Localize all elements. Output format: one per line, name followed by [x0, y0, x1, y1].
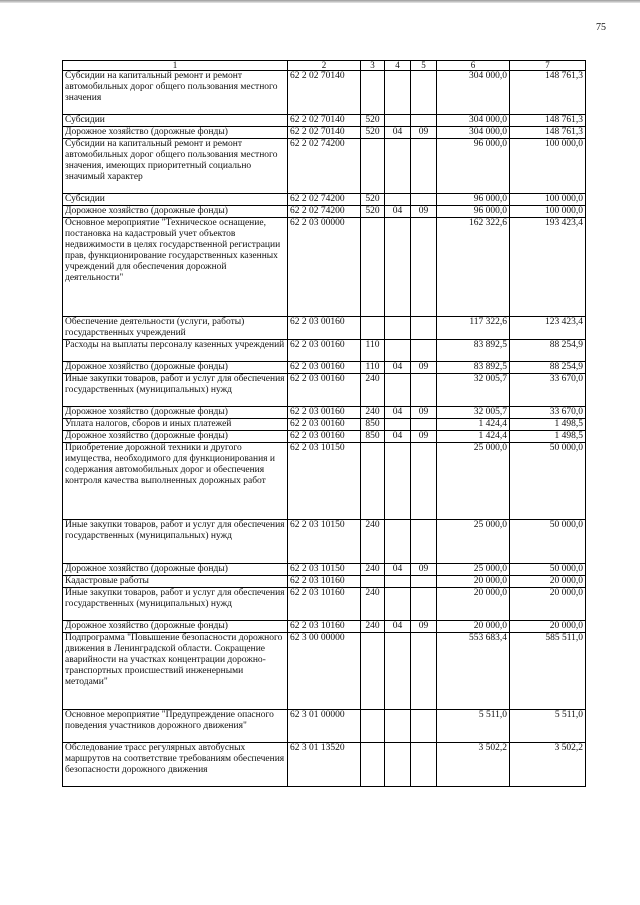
row-expense-type-cell: 240 — [361, 588, 385, 621]
row-amount-1-cell: 20 000,0 — [437, 576, 510, 588]
row-amount-2-cell: 148 761,3 — [510, 127, 586, 139]
row-name-cell: Иные закупки товаров, работ и услуг для обеспечения государственных (муниципальных) нужд — [63, 520, 288, 564]
table-row — [63, 362, 586, 374]
row-code-cell: 62 2 03 10160 — [288, 576, 361, 588]
row-name-cell: Основное мероприятие "Техническое оснащение, постановка на кадастровый учет объектов недвижимости в целях государственной регистрации прав, функционирование государственных казенных учреждений для обеспечения дорожной деятельности" — [63, 218, 288, 317]
row-subsection-cell — [411, 743, 437, 787]
row-name-cell: Дорожное хозяйство (дорожные фонды) — [63, 127, 288, 139]
row-section-cell — [385, 139, 411, 194]
header-row — [63, 61, 586, 71]
page-number: 75 — [596, 22, 606, 33]
header-cell: 4 — [385, 61, 411, 71]
row-amount-2-cell: 50 000,0 — [510, 520, 586, 564]
row-amount-1-cell: 83 892,5 — [437, 340, 510, 362]
row-expense-type-cell: 850 — [361, 431, 385, 443]
row-code-cell: 62 3 01 00000 — [288, 710, 361, 743]
row-section-cell: 04 — [385, 407, 411, 419]
row-amount-1-cell: 304 000,0 — [437, 127, 510, 139]
row-subsection-cell — [411, 443, 437, 520]
row-code-cell: 62 2 03 00160 — [288, 407, 361, 419]
table-row — [63, 194, 586, 206]
row-expense-type-cell: 850 — [361, 419, 385, 431]
row-code-cell: 62 2 03 10150 — [288, 564, 361, 576]
table-row — [63, 443, 586, 520]
row-amount-1-cell: 32 005,7 — [437, 407, 510, 419]
row-code-cell: 62 2 02 70140 — [288, 115, 361, 127]
row-code-cell: 62 2 02 70140 — [288, 127, 361, 139]
row-section-cell: 04 — [385, 127, 411, 139]
row-subsection-cell — [411, 419, 437, 431]
table-row — [63, 520, 586, 564]
row-amount-1-cell: 83 892,5 — [437, 362, 510, 374]
row-section-cell — [385, 710, 411, 743]
row-subsection-cell: 09 — [411, 621, 437, 633]
row-expense-type-cell: 240 — [361, 407, 385, 419]
table-row — [63, 115, 586, 127]
row-amount-2-cell: 20 000,0 — [510, 576, 586, 588]
row-subsection-cell — [411, 194, 437, 206]
row-name-cell: Субсидии на капитальный ремонт и ремонт автомобильных дорог общего пользования местного значения, имеющих приоритетный социально значимый характер — [63, 139, 288, 194]
row-name-cell: Субсидии — [63, 115, 288, 127]
table-row — [63, 71, 586, 115]
row-amount-2-cell: 1 498,5 — [510, 419, 586, 431]
row-amount-2-cell: 193 423,4 — [510, 218, 586, 317]
row-amount-1-cell: 3 502,2 — [437, 743, 510, 787]
row-section-cell — [385, 520, 411, 564]
table-row — [63, 576, 586, 588]
table-row — [63, 127, 586, 139]
header-cell: 7 — [510, 61, 586, 71]
row-amount-2-cell: 100 000,0 — [510, 194, 586, 206]
row-name-cell: Иные закупки товаров, работ и услуг для обеспечения государственных (муниципальных) нужд — [63, 374, 288, 407]
header-cell: 3 — [361, 61, 385, 71]
table-row — [63, 564, 586, 576]
row-section-cell — [385, 218, 411, 317]
table-row — [63, 340, 586, 362]
row-name-cell: Субсидии на капитальный ремонт и ремонт автомобильных дорог общего пользования местного значения — [63, 71, 288, 115]
row-amount-2-cell: 33 670,0 — [510, 407, 586, 419]
row-expense-type-cell: 240 — [361, 374, 385, 407]
row-amount-2-cell: 123 423,4 — [510, 317, 586, 340]
row-name-cell: Подпрограмма "Повышение безопасности дорожного движения в Ленинградской области. Сокращение аварийности на участках концентрации дорожно-транспортных происшествий инженерными методами" — [63, 633, 288, 710]
table-row — [63, 633, 586, 710]
row-amount-1-cell: 1 424,4 — [437, 431, 510, 443]
row-amount-1-cell: 1 424,4 — [437, 419, 510, 431]
row-expense-type-cell — [361, 218, 385, 317]
row-section-cell: 04 — [385, 362, 411, 374]
row-code-cell: 62 2 03 10160 — [288, 588, 361, 621]
row-expense-type-cell: 110 — [361, 340, 385, 362]
row-expense-type-cell: 520 — [361, 115, 385, 127]
row-code-cell: 62 2 03 10160 — [288, 621, 361, 633]
row-name-cell: Дорожное хозяйство (дорожные фонды) — [63, 206, 288, 218]
row-subsection-cell — [411, 139, 437, 194]
budget-table — [62, 60, 586, 787]
row-amount-1-cell: 304 000,0 — [437, 115, 510, 127]
row-section-cell — [385, 633, 411, 710]
row-name-cell: Расходы на выплаты персоналу казенных учреждений — [63, 340, 288, 362]
row-section-cell — [385, 443, 411, 520]
row-expense-type-cell: 240 — [361, 621, 385, 633]
table-row — [63, 419, 586, 431]
row-name-cell: Дорожное хозяйство (дорожные фонды) — [63, 431, 288, 443]
row-name-cell: Дорожное хозяйство (дорожные фонды) — [63, 407, 288, 419]
row-amount-1-cell: 20 000,0 — [437, 588, 510, 621]
row-expense-type-cell: 110 — [361, 362, 385, 374]
row-subsection-cell — [411, 71, 437, 115]
row-name-cell: Обследование трасс регулярных автобусных маршрутов на соответствие требованиям обеспечения безопасности дорожного движения — [63, 743, 288, 787]
row-section-cell: 04 — [385, 431, 411, 443]
row-subsection-cell: 09 — [411, 564, 437, 576]
row-code-cell: 62 2 03 10150 — [288, 520, 361, 564]
row-amount-1-cell: 162 322,6 — [437, 218, 510, 317]
row-expense-type-cell: 240 — [361, 564, 385, 576]
row-name-cell: Дорожное хозяйство (дорожные фонды) — [63, 621, 288, 633]
row-amount-1-cell: 553 683,4 — [437, 633, 510, 710]
row-name-cell: Обеспечение деятельности (услуги, работы) государственных учреждений — [63, 317, 288, 340]
row-code-cell: 62 2 03 00160 — [288, 431, 361, 443]
row-amount-2-cell: 50 000,0 — [510, 564, 586, 576]
row-subsection-cell — [411, 317, 437, 340]
row-name-cell: Кадастровые работы — [63, 576, 288, 588]
row-section-cell: 04 — [385, 206, 411, 218]
table-row — [63, 407, 586, 419]
row-amount-2-cell: 100 000,0 — [510, 206, 586, 218]
row-expense-type-cell — [361, 443, 385, 520]
row-amount-1-cell: 25 000,0 — [437, 520, 510, 564]
row-amount-1-cell: 20 000,0 — [437, 621, 510, 633]
row-amount-1-cell: 32 005,7 — [437, 374, 510, 407]
row-section-cell — [385, 71, 411, 115]
header-cell: 1 — [63, 61, 288, 71]
table-row — [63, 431, 586, 443]
row-subsection-cell — [411, 633, 437, 710]
row-code-cell: 62 2 02 74200 — [288, 206, 361, 218]
row-section-cell — [385, 340, 411, 362]
row-section-cell — [385, 374, 411, 407]
row-expense-type-cell — [361, 71, 385, 115]
row-code-cell: 62 2 03 00160 — [288, 419, 361, 431]
row-amount-1-cell: 304 000,0 — [437, 71, 510, 115]
row-subsection-cell — [411, 115, 437, 127]
row-code-cell: 62 2 02 70140 — [288, 71, 361, 115]
header-cell: 5 — [411, 61, 437, 71]
row-subsection-cell: 09 — [411, 431, 437, 443]
row-expense-type-cell: 520 — [361, 194, 385, 206]
row-amount-1-cell: 96 000,0 — [437, 139, 510, 194]
table-row — [63, 317, 586, 340]
row-subsection-cell — [411, 576, 437, 588]
row-code-cell: 62 2 03 00000 — [288, 218, 361, 317]
row-section-cell: 04 — [385, 621, 411, 633]
row-amount-2-cell: 50 000,0 — [510, 443, 586, 520]
row-subsection-cell — [411, 218, 437, 317]
row-section-cell — [385, 317, 411, 340]
row-amount-2-cell: 20 000,0 — [510, 621, 586, 633]
row-expense-type-cell: 520 — [361, 206, 385, 218]
row-expense-type-cell: 520 — [361, 127, 385, 139]
row-name-cell: Основное мероприятие "Предупреждение опасного поведения участников дорожного движения" — [63, 710, 288, 743]
row-code-cell: 62 2 03 00160 — [288, 374, 361, 407]
table-row — [63, 206, 586, 218]
row-amount-2-cell: 5 511,0 — [510, 710, 586, 743]
row-name-cell: Уплата налогов, сборов и иных платежей — [63, 419, 288, 431]
row-amount-1-cell: 5 511,0 — [437, 710, 510, 743]
row-subsection-cell — [411, 588, 437, 621]
row-code-cell: 62 2 02 74200 — [288, 139, 361, 194]
row-code-cell: 62 2 03 10150 — [288, 443, 361, 520]
table-row — [63, 588, 586, 621]
row-subsection-cell: 09 — [411, 362, 437, 374]
row-amount-2-cell: 148 761,3 — [510, 115, 586, 127]
row-amount-2-cell: 3 502,2 — [510, 743, 586, 787]
row-subsection-cell — [411, 520, 437, 564]
row-expense-type-cell — [361, 710, 385, 743]
table-row — [63, 218, 586, 317]
row-code-cell: 62 2 02 74200 — [288, 194, 361, 206]
row-expense-type-cell: 240 — [361, 520, 385, 564]
row-expense-type-cell — [361, 139, 385, 194]
row-subsection-cell — [411, 340, 437, 362]
header-cell: 2 — [288, 61, 361, 71]
row-expense-type-cell — [361, 317, 385, 340]
row-code-cell: 62 3 00 00000 — [288, 633, 361, 710]
row-amount-2-cell: 20 000,0 — [510, 588, 586, 621]
table-row — [63, 621, 586, 633]
row-amount-2-cell: 100 000,0 — [510, 139, 586, 194]
row-section-cell: 04 — [385, 564, 411, 576]
row-amount-2-cell: 585 511,0 — [510, 633, 586, 710]
row-expense-type-cell — [361, 576, 385, 588]
row-section-cell — [385, 194, 411, 206]
row-subsection-cell — [411, 710, 437, 743]
row-amount-1-cell: 25 000,0 — [437, 443, 510, 520]
row-amount-1-cell: 25 000,0 — [437, 564, 510, 576]
row-subsection-cell — [411, 374, 437, 407]
row-expense-type-cell — [361, 633, 385, 710]
row-name-cell: Дорожное хозяйство (дорожные фонды) — [63, 564, 288, 576]
row-code-cell: 62 3 01 13520 — [288, 743, 361, 787]
row-code-cell: 62 2 03 00160 — [288, 362, 361, 374]
row-expense-type-cell — [361, 743, 385, 787]
scan-edge — [0, 0, 640, 3]
header-cell: 6 — [437, 61, 510, 71]
table-row — [63, 139, 586, 194]
row-subsection-cell: 09 — [411, 127, 437, 139]
row-code-cell: 62 2 03 00160 — [288, 340, 361, 362]
row-subsection-cell: 09 — [411, 407, 437, 419]
row-name-cell: Дорожное хозяйство (дорожные фонды) — [63, 362, 288, 374]
row-amount-2-cell: 88 254,9 — [510, 340, 586, 362]
row-subsection-cell: 09 — [411, 206, 437, 218]
row-amount-2-cell: 148 761,3 — [510, 71, 586, 115]
row-section-cell — [385, 576, 411, 588]
row-code-cell: 62 2 03 00160 — [288, 317, 361, 340]
table-row — [63, 710, 586, 743]
table-row — [63, 743, 586, 787]
row-name-cell: Иные закупки товаров, работ и услуг для обеспечения государственных (муниципальных) нужд — [63, 588, 288, 621]
row-amount-1-cell: 96 000,0 — [437, 206, 510, 218]
row-section-cell — [385, 588, 411, 621]
row-section-cell — [385, 743, 411, 787]
table-row — [63, 374, 586, 407]
row-amount-1-cell: 96 000,0 — [437, 194, 510, 206]
row-amount-2-cell: 33 670,0 — [510, 374, 586, 407]
row-amount-2-cell: 1 498,5 — [510, 431, 586, 443]
row-amount-1-cell: 117 322,6 — [437, 317, 510, 340]
row-section-cell — [385, 115, 411, 127]
row-name-cell: Субсидии — [63, 194, 288, 206]
row-amount-2-cell: 88 254,9 — [510, 362, 586, 374]
row-name-cell: Приобретение дорожной техники и другого имущества, необходимого для функционирования и содержания автомобильных дорог и обеспечения контроля качества выполненных дорожных работ — [63, 443, 288, 520]
row-section-cell — [385, 419, 411, 431]
